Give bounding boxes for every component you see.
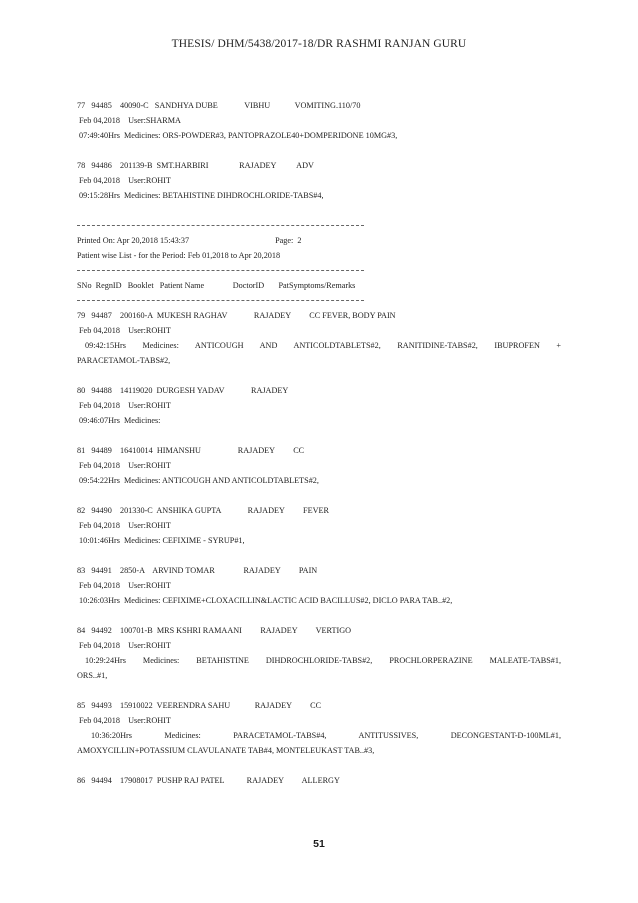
column-headers: SNo RegnID Booklet Patient Name DoctorID PatSymptoms/Remarks xyxy=(77,281,356,290)
record-date-user: Feb 04,2018 User:ROHIT xyxy=(79,521,171,530)
report-period: Patient wise List - for the Period: Feb 01,2018 to Apr 20,2018 xyxy=(77,251,281,260)
separator-line xyxy=(77,293,561,308)
page-number: 51 xyxy=(313,838,325,850)
record-date-user: Feb 04,2018 User:ROHIT xyxy=(79,401,171,410)
record-date-user: Feb 04,2018 User:ROHIT xyxy=(79,176,171,185)
record-medicines: 09:15:28Hrs Medicines: BETAHISTINE DIHDROCHLORIDE-TABS#4, xyxy=(79,191,324,200)
separator-line xyxy=(77,263,561,278)
record-row: 83 94491 2850-A ARVIND TOMAR RAJADEY PAIN xyxy=(77,566,318,575)
record-medicines: 09:42:15Hrs Medicines: ANTICOUGH AND ANTICOLDTABLETS#2, RANITIDINE-TABS#2, IBUPROFEN + xyxy=(85,341,561,350)
record-row: 85 94493 15910022 VEERENDRA SAHU RAJADEY CC xyxy=(77,701,322,710)
record-medicines: 09:54:22Hrs Medicines: ANTICOUGH AND ANTICOLDTABLETS#2, xyxy=(79,476,319,485)
record-row: 77 94485 40090-C SANDHYA DUBE VIBHU VOMITING.110/70 xyxy=(77,101,361,110)
record-date-user: Feb 04,2018 User:ROHIT xyxy=(79,326,171,335)
record-row: 81 94489 16410014 HIMANSHU RAJADEY CC xyxy=(77,446,305,455)
separator-line xyxy=(77,218,561,233)
record-date-user: Feb 04,2018 User:ROHIT xyxy=(79,461,171,470)
record-medicines-cont: AMOXYCILLIN+POTASSIUM CLAVULANATE TAB#4, MONTELEUKAST TAB..#3, xyxy=(77,746,375,755)
record-medicines: 07:49:40Hrs Medicines: ORS-POWDER#3, PANTOPRAZOLE40+DOMPERIDONE 10MG#3, xyxy=(79,131,398,140)
record-row: 84 94492 100701-B MRS KSHRI RAMAANI RAJADEY VERTIGO xyxy=(77,626,352,635)
record-date-user: Feb 04,2018 User:ROHIT xyxy=(79,716,171,725)
record-medicines-cont: PARACETAMOL-TABS#2, xyxy=(77,356,171,365)
record-date-user: Feb 04,2018 User:ROHIT xyxy=(79,581,171,590)
printed-on: Printed On: Apr 20,2018 15:43:37 Page: 2 xyxy=(77,236,302,245)
record-medicines: 09:46:07Hrs Medicines: xyxy=(79,416,161,425)
record-medicines-cont: ORS..#1, xyxy=(77,671,108,680)
report-body xyxy=(77,98,561,788)
record-date-user: Feb 04,2018 User:SHARMA xyxy=(79,116,181,125)
record-row: 80 94488 14119020 DURGESH YADAV RAJADEY xyxy=(77,386,289,395)
record-row: 78 94486 201139-B SMT.HARBIRI RAJADEY ADV xyxy=(77,161,314,170)
record-medicines: 10:29:24Hrs Medicines: BETAHISTINE DIHDROCHLORIDE-TABS#2, PROCHLORPERAZINE MALEATE-TABS#1, xyxy=(85,656,561,665)
record-row: 86 94494 17908017 PUSHP RAJ PATEL RAJADEY ALLERGY xyxy=(77,776,340,785)
record-medicines: 10:36:20Hrs Medicines: PARACETAMOL-TABS#4, ANTITUSSIVES, DECONGESTANT-D-100ML#1, xyxy=(91,731,561,740)
record-date-user: Feb 04,2018 User:ROHIT xyxy=(79,641,171,650)
record-row: 82 94490 201330-C ANSHIKA GUPTA RAJADEY FEVER xyxy=(77,506,329,515)
record-medicines: 10:01:46Hrs Medicines: CEFIXIME - SYRUP#1, xyxy=(79,536,245,545)
page-header: THESIS/ DHM/5438/2017-18/DR RASHMI RANJAN GURU xyxy=(171,38,467,50)
record-medicines: 10:26:03Hrs Medicines: CEFIXIME+CLOXACILLIN&LACTIC ACID BACILLUS#2, DICLO PARA TAB..#2, xyxy=(79,596,453,605)
record-row: 79 94487 200160-A MUKESH RAGHAV RAJADEY CC FEVER, BODY PAIN xyxy=(77,311,396,320)
